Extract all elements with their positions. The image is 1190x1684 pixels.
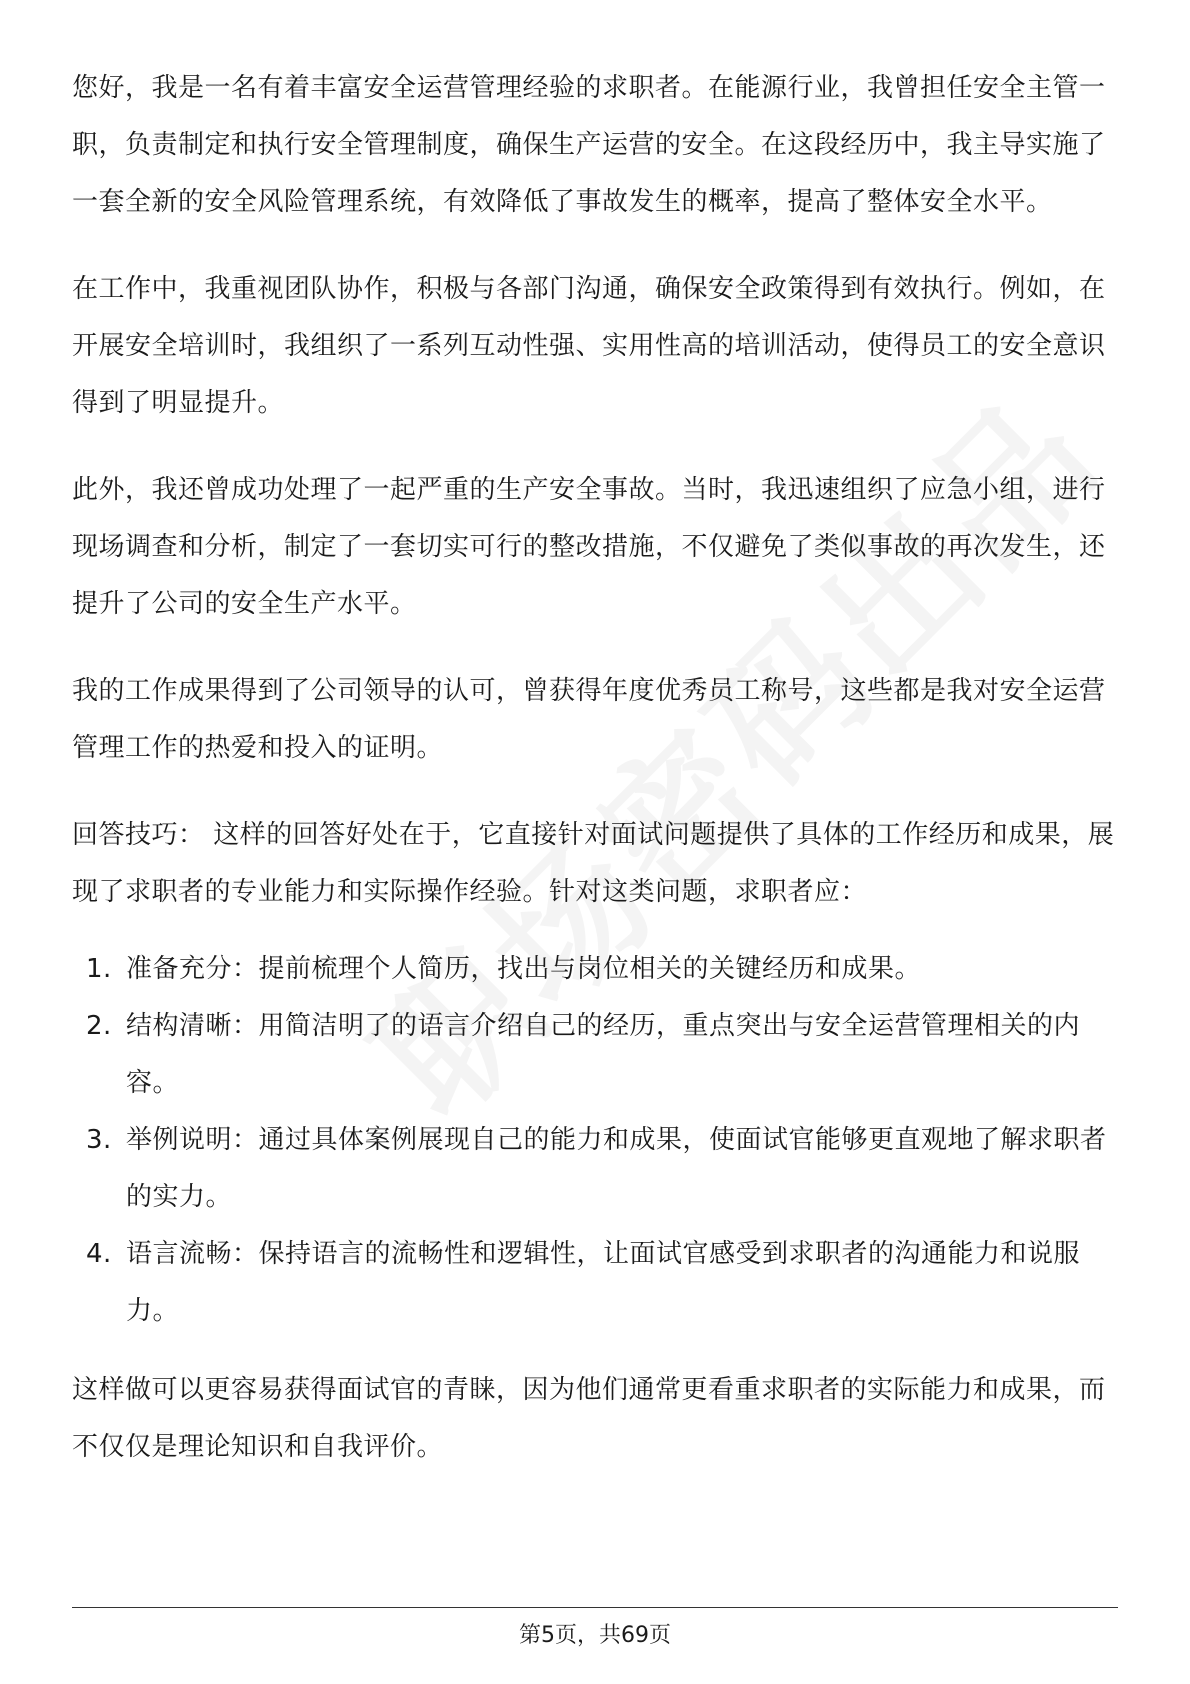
tips-list xyxy=(72,941,1118,1340)
paragraph-answer-tips: 回答技巧： 这样的回答好处在于，它直接针对面试问题提供了具体的工作经历和成果，展现了求职者的专业能力和实际操作经验。针对这类问题，求职者应： xyxy=(72,820,1115,907)
list-item xyxy=(72,941,1118,998)
page-number: 第5页，共69页 xyxy=(519,1623,671,1648)
paragraph-teamwork: 在工作中，我重视团队协作，积极与各部门沟通，确保安全政策得到有效执行。例如，在开展安全培训时，我组织了一系列互动性强、实用性高的培训活动，使得员工的安全意识得到了明显提升。 xyxy=(72,274,1106,418)
list-item-text: 准备充分：提前梳理个人简历，找出与岗位相关的关键经历和成果。 xyxy=(126,954,922,984)
list-item-text: 语言流畅：保持语言的流畅性和逻辑性，让面试官感受到求职者的沟通能力和说服力。 xyxy=(126,1239,1081,1326)
paragraph-intro: 您好，我是一名有着丰富安全运营管理经验的求职者。在能源行业，我曾担任安全主管一职，负责制定和执行安全管理制度，确保生产运营的安全。在这段经历中，我主导实施了一套全新的安全风险管理系统，有效降低了事故发生的概率，提高了整体安全水平。 xyxy=(72,73,1106,217)
list-item-number: 1. xyxy=(86,954,112,984)
list-item-number: 4. xyxy=(86,1239,112,1269)
list-item-text: 结构清晰：用简洁明了的语言介绍自己的经历，重点突出与安全运营管理相关的内容。 xyxy=(126,1011,1081,1098)
paragraph-incident: 此外，我还曾成功处理了一起严重的生产安全事故。当时，我迅速组织了应急小组，进行现场调查和分析，制定了一套切实可行的整改措施，不仅避免了类似事故的再次发生，还提升了公司的安全生产水平。 xyxy=(72,475,1106,619)
list-item xyxy=(72,1226,1118,1340)
paragraph-achievement: 我的工作成果得到了公司领导的认可，曾获得年度优秀员工称号，这些都是我对安全运营管理工作的热爱和投入的证明。 xyxy=(72,676,1106,763)
list-item-number: 2. xyxy=(86,1011,112,1041)
list-item xyxy=(72,998,1118,1112)
footer-divider xyxy=(72,1607,1118,1608)
list-item-text: 举例说明：通过具体案例展现自己的能力和成果，使面试官能够更直观地了解求职者的实力。 xyxy=(126,1125,1107,1212)
document-body xyxy=(72,60,1118,1506)
paragraph-closing: 这样做可以更容易获得面试官的青睐，因为他们通常更看重求职者的实际能力和成果，而不仅仅是理论知识和自我评价。 xyxy=(72,1375,1106,1462)
list-item-number: 3. xyxy=(86,1125,112,1155)
list-item xyxy=(72,1112,1118,1226)
